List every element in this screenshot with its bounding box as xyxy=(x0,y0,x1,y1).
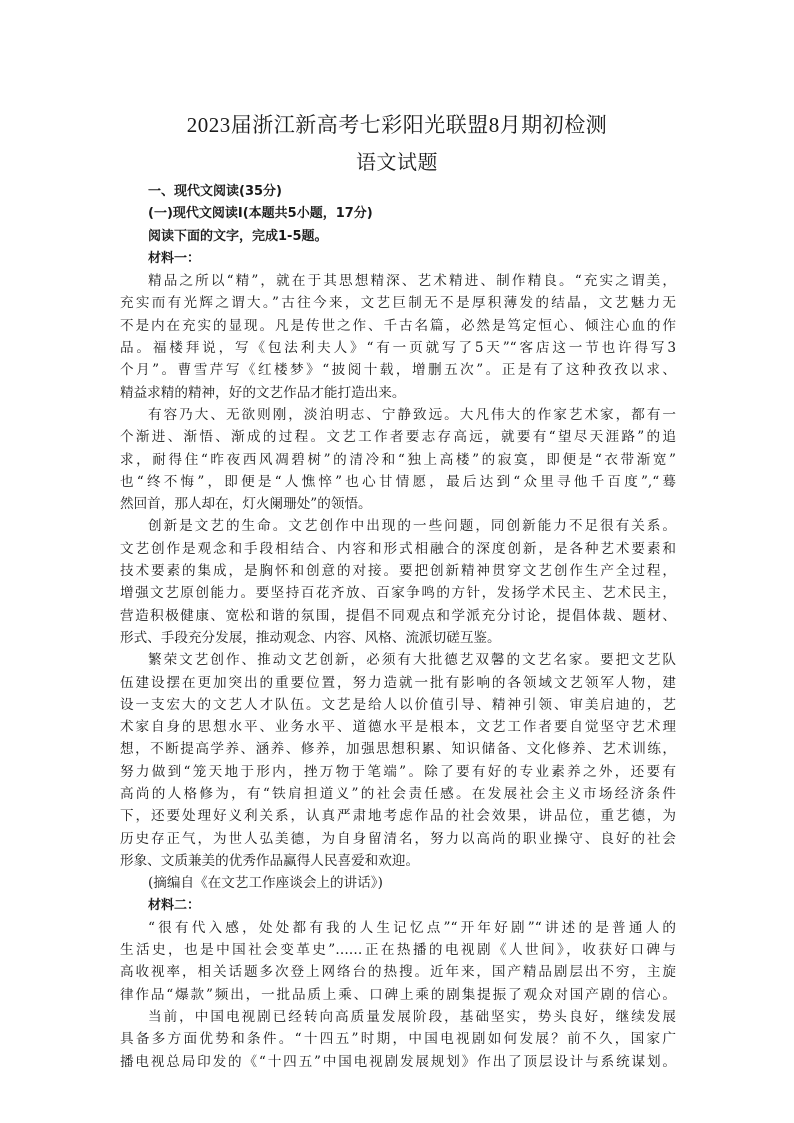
text-line: 形象、文质兼美的优秀作品赢得人民喜爱和欢迎。 xyxy=(120,852,420,869)
text-line: 营造积极健康、宽松和谐的氛围，提倡不同观点和学派充分讨论，提倡体裁、题材、 xyxy=(120,607,676,624)
text-line: 努力做到“笼天地于形内，挫万物于笔端”。除了要有好的专业素养之外，还要有 xyxy=(120,763,676,780)
source-citation: (摘编自《在文艺工作座谈会上的讲话》) xyxy=(148,875,383,892)
text-line: 文艺创作是观念和手段相结合、内容和形式相融合的深度创新，是各种艺术要素和 xyxy=(120,540,676,557)
document-subtitle: 语文试题 xyxy=(356,152,438,174)
text-line: 生活史，也是中国社会变革史”……正在热播的电视剧《人世间》，收获好口碑与 xyxy=(120,942,676,959)
text-line: 然回首，那人却在，灯火阑珊处”的领悟。 xyxy=(120,496,372,513)
text-line: 个渐进、渐悟、渐成的过程。文艺工作者要志存高远，就要有“望尽天涯路”的追 xyxy=(120,429,676,446)
text-line: 充实而有光辉之谓大。”古往今来，文艺巨制无不是厚积薄发的结晶，文艺魅力无 xyxy=(120,295,676,312)
material-label: 材料一： xyxy=(148,250,201,266)
text-line: 个月”。曹雪芹写《红楼梦》“披阅十载，增删五次”。正是有了这种孜孜以求、 xyxy=(120,362,676,379)
text-line: 品。福楼拜说，写《包法利夫人》“有一页就写了5天”“客店这一节也许得写3 xyxy=(120,340,676,357)
text-line: 伍建设摆在更加突出的重要位置，努力造就一批有影响的各领域文艺领军人物，建 xyxy=(120,674,676,691)
material-label: 材料二： xyxy=(148,897,201,913)
document-body xyxy=(120,181,676,1073)
text-line: 律作品“爆款”频出，一批品质上乘、口碑上乘的剧集提振了观众对国产剧的信心。 xyxy=(120,986,676,1003)
text-line: 设一支宏大的文艺人才队伍。文艺是给人以价值引导、精神引领、审美启迪的，艺 xyxy=(120,696,676,713)
text-line: 技术要素的集成，是胸怀和创意的对接。要把创新精神贯穿文艺创作生产全过程， xyxy=(120,563,676,580)
text-line: 精品之所以“精”，就在于其思想精深、艺术精进、制作精良。“充实之谓美， xyxy=(148,273,676,290)
text-line: 想，不断提高学养、涵养、修养，加强思想积累、知识储备、文化修养、艺术训练， xyxy=(120,741,676,758)
text-line: 下，还要处理好义利关系，认真严肃地考虑作品的社会效果，讲品位，重艺德，为 xyxy=(120,808,676,825)
text-line: 求，耐得住“昨夜西风凋碧树”的清冷和“独上高楼”的寂寞，即便是“衣带渐宽” xyxy=(120,451,676,468)
text-line: 增强文艺原创能力。要坚持百花齐放、百家争鸣的方针，发扬学术民主、艺术民主， xyxy=(120,585,676,602)
text-line: 形式、手段充分发展，推动观念、内容、风格、流派切磋互鉴。 xyxy=(120,629,501,646)
text-line: 播电视总局印发的《“十四五”中国电视剧发展规划》作出了顶层设计与系统谋划。 xyxy=(120,1053,676,1070)
text-line: 具备多方面优势和条件。“十四五”时期，中国电视剧如何发展？前不久，国家广 xyxy=(120,1031,676,1048)
text-line: 也“终不悔”，即便是“人憔悴”也心甘情愿，最后达到“众里寻他千百度”,“蓦 xyxy=(120,473,676,490)
text-line: 创新是文艺的生命。文艺创作中出现的一些问题，同创新能力不足很有关系。 xyxy=(148,518,676,535)
subsection-heading: (一)现代文阅读Ⅰ(本题共5小题，17分) xyxy=(148,206,373,222)
text-line: 当前，中国电视剧已经转向高质量发展阶段，基础坚实，势头良好，继续发展 xyxy=(148,1008,676,1025)
section-heading: 一、现代文阅读(35分) xyxy=(148,184,282,199)
text-line: 不是内在充实的显现。凡是传世之作、千古名篇，必然是笃定恒心、倾注心血的作 xyxy=(120,317,676,334)
text-line: 繁荣文艺创作、推动文艺创新，必须有大批德艺双馨的文艺名家。要把文艺队 xyxy=(148,652,676,669)
text-line: 高收视率，相关话题多次登上网络台的热搜。近年来，国产精品剧层出不穷，主旋 xyxy=(120,964,676,981)
document-title: 2023届浙江新高考七彩阳光联盟8月期初检测 xyxy=(186,113,608,137)
text-line: “很有代入感，处处都有我的人生记忆点”“开年好剧”“讲述的是普通人的 xyxy=(148,919,676,936)
instruction: 阅读下面的文字，完成1-5题。 xyxy=(148,228,328,244)
text-line: 精益求精的精神，好的文艺作品才能打造出来。 xyxy=(120,384,406,401)
text-line: 高尚的人格修为，有“铁肩担道义”的社会责任感。在发展社会主义市场经济条件 xyxy=(120,786,676,803)
text-line: 术家自身的思想水平、业务水平、道德水平是根本，文艺工作者要自觉坚守艺术理 xyxy=(120,719,676,736)
text-line: 有容乃大、无欲则刚，淡泊明志、宁静致远。大凡伟大的作家艺术家，都有一 xyxy=(148,406,676,423)
text-line: 历史存正气，为世人弘美德，为自身留清名，努力以高尚的职业操守、良好的社会 xyxy=(120,830,676,847)
